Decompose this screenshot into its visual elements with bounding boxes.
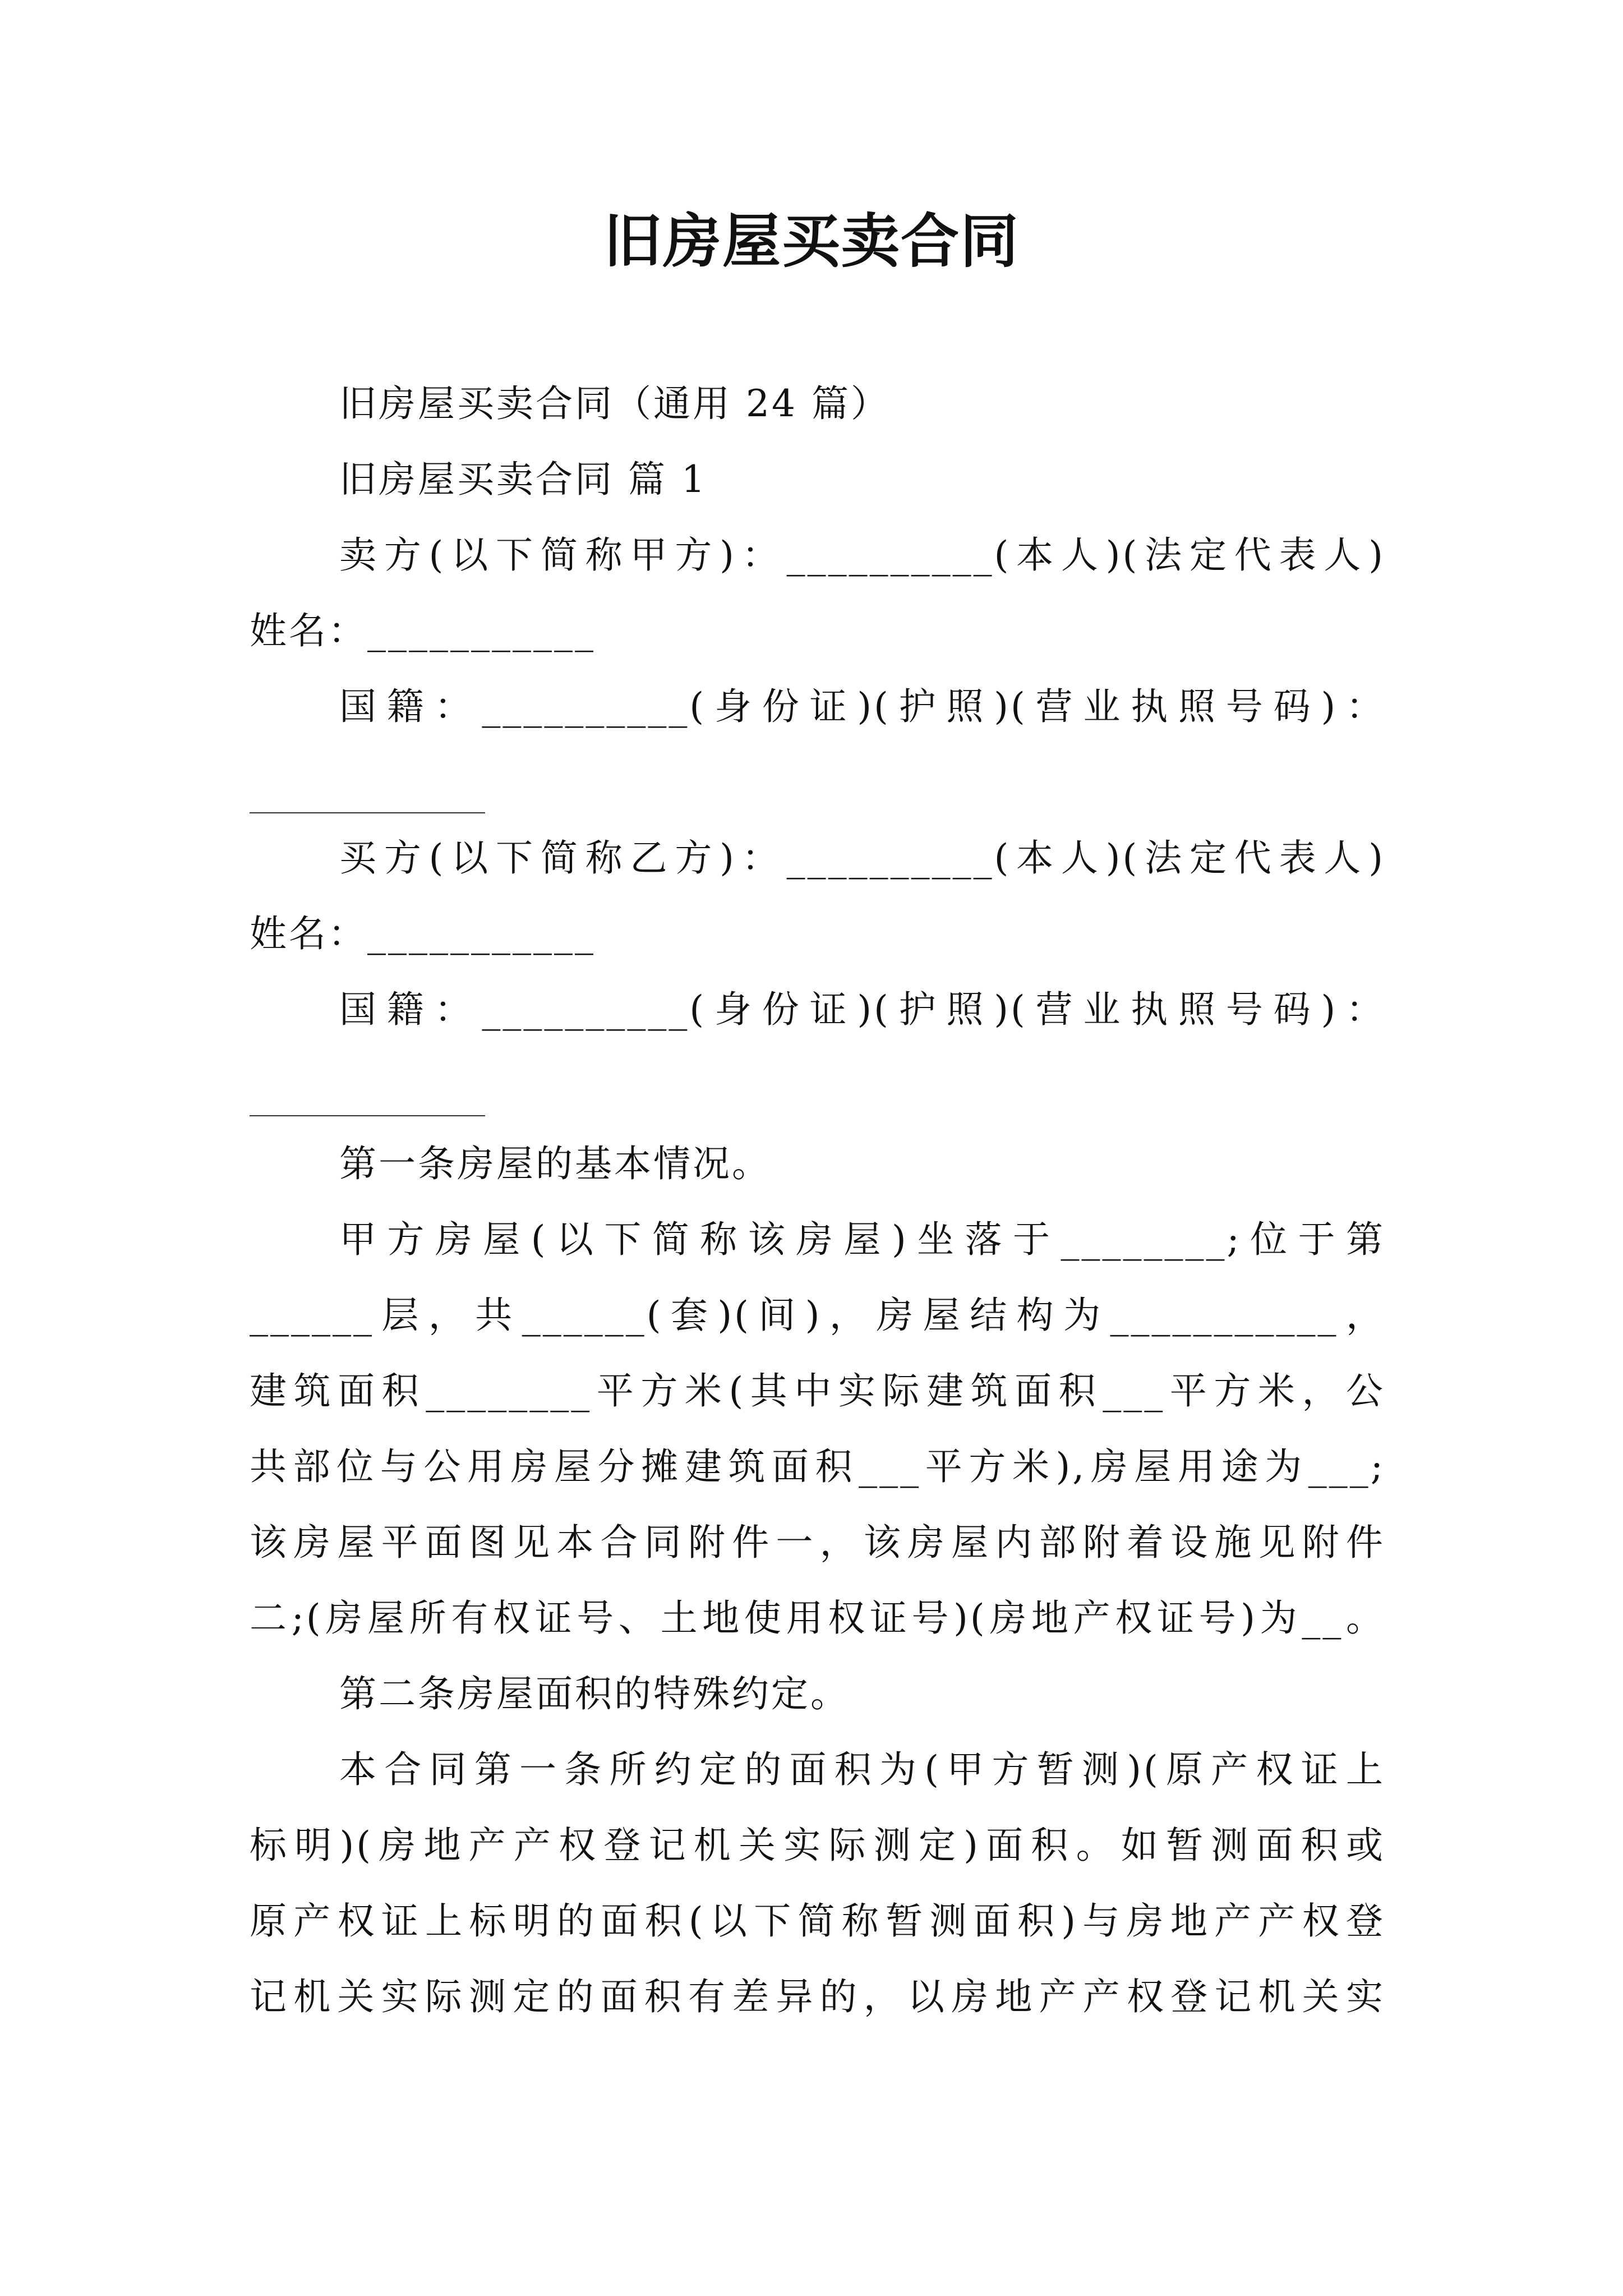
article-2-heading: 第二条房屋面积的特殊约定。 — [339, 1672, 850, 1715]
buyer-nationality-line: 国籍：__________(身份证)(护照)(营业执照号码)： — [339, 988, 1385, 1031]
article-2-text: 标明)(房地产产权登记机关实际测定)面积。如暂测面积或 — [250, 1824, 1385, 1867]
article-1-text: ______层，共______(套)(间)，房屋结构为___________， — [250, 1294, 1385, 1337]
seller-name-line: 姓名：___________ — [250, 609, 596, 652]
article-1-heading: 第一条房屋的基本情况。 — [339, 1142, 771, 1185]
article-1-text: 二;(房屋所有权证号、土地使用权证号)(房地产权证号)为__。 — [250, 1596, 1385, 1640]
seller-nationality-line: 国籍：__________(身份证)(护照)(营业执照号码)： — [339, 685, 1385, 728]
seller-line: 卖方(以下简称甲方)：__________(本人)(法定代表人) — [339, 533, 1385, 577]
article-2-text: 本合同第一条所约定的面积为(甲方暂测)(原产权证上 — [339, 1748, 1385, 1791]
buyer-name-line: 姓名：___________ — [250, 912, 596, 955]
buyer-id-blank — [250, 1115, 485, 1116]
article-1-text: 甲方房屋(以下简称该房屋)坐落于________;位于第 — [339, 1218, 1385, 1261]
seller-id-blank — [250, 812, 485, 813]
article-2-text: 原产权证上标明的面积(以下简称暂测面积)与房地产产权登 — [250, 1899, 1385, 1943]
article-1-text: 该房屋平面图见本合同附件一，该房屋内部附着设施见附件 — [250, 1521, 1385, 1564]
article-1-text: 共部位与公用房屋分摊建筑面积___平方米),房屋用途为___; — [250, 1445, 1385, 1488]
article-1-text: 建筑面积________平方米(其中实际建筑面积___平方米，公 — [250, 1369, 1385, 1412]
section-heading: 旧房屋买卖合同 篇 1 — [339, 458, 707, 501]
document-title: 旧房屋买卖合同 — [603, 206, 1020, 275]
subtitle-line: 旧房屋买卖合同（通用 24 篇） — [339, 382, 890, 425]
buyer-line: 买方(以下简称乙方)：__________(本人)(法定代表人) — [339, 836, 1385, 880]
article-2-text: 记机关实际测定的面积有差异的，以房地产产权登记机关实 — [250, 1975, 1385, 2018]
